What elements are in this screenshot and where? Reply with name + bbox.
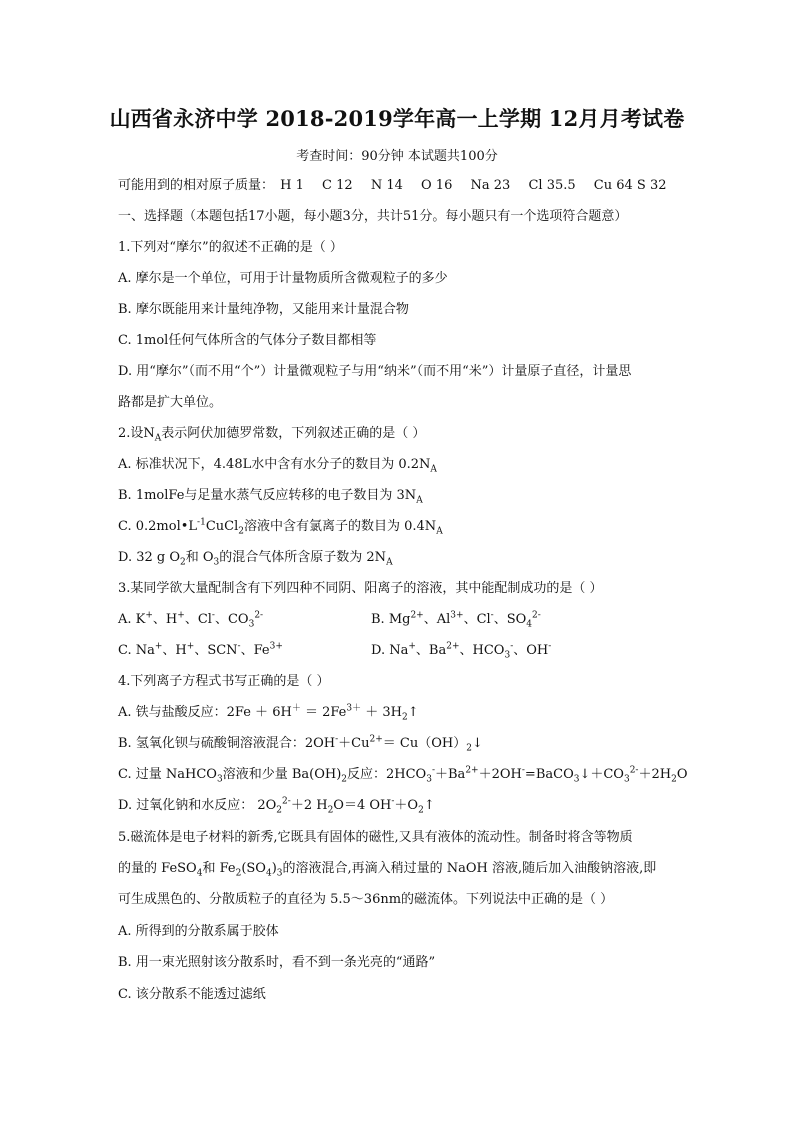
q2-stem: 2.设$N_A$表示阿伏加德罗常数，下列叙述正确的是（ ） [118,426,426,444]
q3-option-c: C. Na+、H+、SCN-、$Fe^{3+}$ [118,641,283,658]
q1-option-b: B. 摩尔既能用来计量纯净物，又能用来计量混合物 [118,302,409,317]
q5-stem-line2: 的量的 FeSO$_4$和 $Fe_2(SO_4)_3$的溶液混合,再滴入稍过量的 NaOH 溶液,随后加入油酸钠溶液,即 [118,861,657,879]
q3-option-d: D. Na+、$Ba^{2+}$、$HCO_3^-$、OH- [371,641,552,661]
atomic-mass-item: Na 23 [470,178,511,193]
atomic-mass-item: Cl 35.5 [528,178,576,193]
q4-option-a: A. 铁与盐酸反应：$2Fe + 6H^+ = 2Fe^{3+}$ ＋ $3H_2↑$ [118,703,419,723]
q2-option-b: B. 1molFe与足量水蒸气反应转移的电子数目为 $3N_A$ [118,488,423,506]
q5-stem-line1: 5.磁流体是电子材料的新秀,它既具有固体的磁性,又具有液体的流动性。制备时将含等物质 [118,830,633,845]
atomic-mass-item: O 16 [421,178,453,193]
q1-option-a: A. 摩尔是一个单位，可用于计量物质所含微观粒子的多少 [118,271,448,286]
q3-stem: 3.某同学欲大量配制含有下列四种不同阴、阳离子的溶液，其中能配制成功的是（ ） [118,581,603,596]
q5-stem-line3: 可生成黑色的、分散质粒子的直径为 5.5～36nm的磁流体。下列说法中正确的是（ ） [118,892,614,907]
q5-option-c: C. 该分散系不能透过滤纸 [118,987,266,1002]
atomic-mass-item: Cu 64 S 32 [593,178,667,193]
q4-option-d: D. 过氧化钠和水反应： $2O_2^{2-}+2$ $H_2O=4$ $OH^-+O_2↑$ [118,796,435,816]
q1-stem: 1.下列对“摩尔”的叙述不正确的是（ ） [118,240,343,255]
q3-option-b: B. $Mg^{2+}$、$Al^{3+}$、Cl-、$SO_4^{2-}$ [371,610,541,630]
q4-stem: 4.下列离子方程式书写正确的是（ ） [118,674,330,689]
q5-option-b: B. 用一束光照射该分散系时，看不到一条光亮的“通路” [118,955,436,970]
q2-option-a: A. 标准状况下，4.48L水中含有水分子的数目为 $0.2N_A$ [118,457,437,475]
atomic-mass-item: N 14 [370,178,403,193]
atomic-mass-item: C 12 [322,178,353,193]
q4-option-b: B. 氢氧化钡与硫酸铜溶液混合：$2OH^-+Cu^{2+}=$ $Cu(OH)_2↓$ [118,734,483,754]
q1-option-d: D. 用“摩尔”（而不用“个”）计量微观粒子与用“纳米”（而不用“米”）计量原子直径，计量思 [118,364,632,379]
q1-option-c: C. 1mol任何气体所含的气体分子数目都相等 [118,333,377,348]
q3-option-a: A. K+、H+、Cl-、$CO_3^{2-}$ [118,610,264,630]
atomic-mass-line [118,176,681,196]
q4-option-c: C. 过量 NaHCO$_3$溶液和少量 $Ba(OH)_2$反应：$2HCO_3^-+Ba^{2+}+2OH^-=BaCO_3↓+CO_3^{2-}+2H_2O$ [118,765,688,785]
exam-info: 考查时间：90分钟 本试题共100分 [296,149,498,164]
q1-option-d-cont: 路都是扩大单位。 [118,395,223,410]
q2-option-d: D. 32 g $O_2$和 $O_3$的混合气体所含原子数为 $2N_A$ [118,550,393,568]
atomic-mass-item: H 1 [280,178,304,193]
page-title: 山西省永济中学 2018-2019学年高一上学期 12月月考试卷 [109,106,685,131]
q2-option-c: C. $0.2mol•L^{-1}CuCl_2$溶液中含有氯离子的数目为 $0.4N_A$ [118,517,443,537]
atomic-mass-label: 可能用到的相对原子质量： [118,178,275,193]
section-header: 一、选择题（本题包括17小题，每小题3分，共计51分。每小题只有一个选项符合题意） [118,209,628,224]
q5-option-a: A. 所得到的分散系属于胶体 [118,924,279,939]
